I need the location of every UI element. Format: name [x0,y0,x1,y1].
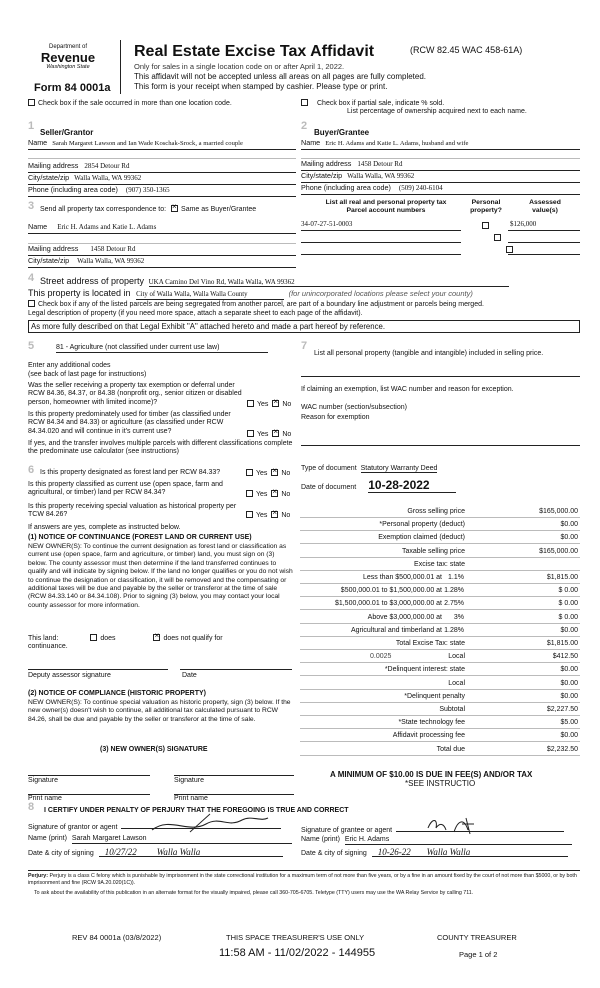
perjury-notice [28,870,580,887]
buyer-phone-label: Phone (including area code) [301,183,391,192]
perjury-text: Perjury is a class C felony which is punishable by imprisonment in the state correctional institution for a maximum term of not more than five years, or by a fine in an amount fixed by the court of not more than $5000, or by both imprisonment and fine (RCW 9A.20.020(1C)). [28,873,577,886]
fee-row [300,598,580,610]
current-use-yes-label: Yes [256,491,268,498]
street-address-label: Street address of property [40,276,145,286]
tax-address-value: 1458 Detour Rd [90,245,136,253]
fee-row [300,546,580,558]
seller-city-row [28,174,296,185]
partial-sale-note: List percentage of ownership acquired next to each name. [347,108,527,115]
timber-ag-no[interactable] [272,430,279,437]
fee-value[interactable]: $0.00 [560,732,578,740]
fee-value[interactable]: $412.50 [552,653,578,661]
buyer-name-value: Eric H. Adams and Katie L. Adams, husband and wife [325,140,469,147]
timber-ag-no-label: No [282,431,292,438]
fee-row [300,704,580,716]
forest-land-no[interactable] [271,469,278,476]
answers-note: If answers are yes, complete as instructed below. [28,524,181,531]
personal-header-2: property? [470,207,502,215]
fee-value[interactable]: $1,815.00 [546,574,578,581]
same-as-buyer-label: Same as Buyer/Grantee [181,206,257,213]
street-address-value: UKA Camino Del Vino Rd, Walla Walla, WA 99362 [149,278,509,287]
treasurer-stamp: 11:58 AM - 11/02/2022 - 144955 [219,947,376,959]
form-title: Real Estate Excise Tax Affidavit [134,43,375,60]
fee-label: *Delinquent interest: state [384,666,465,674]
grantor-date-value: 10/27/22 [104,847,137,857]
multi-location-checkbox[interactable] [28,99,35,106]
fee-value[interactable]: $ 0.00 [558,587,578,595]
fee-rate: 1.28% [444,587,464,595]
see-instructions-note: *SEE INSTRUCTIO [405,779,476,788]
parcel-row-3 [301,244,461,255]
tax-name-row [28,223,296,234]
fee-label: *Personal property (deduct) [379,521,465,529]
fee-label: Affidavit processing fee [392,732,465,740]
parcel-row-1 [301,220,461,231]
fee-label: Above $3,000,000.00 at [367,613,442,621]
section-1-number: 1 [28,120,35,132]
fee-row [300,506,580,518]
fee-row [300,585,580,597]
forest-land-answer[interactable] [246,469,290,478]
current-use-no[interactable] [271,490,278,497]
fee-label: Gross selling price [407,508,465,515]
fee-label: Subtotal [439,706,465,713]
buyer-address-value: 1458 Detour Rd [357,160,403,168]
legal-description-value: As more fully described on that Legal Exhibit "A" attached hereto and made a part hereof by reference. [31,322,386,331]
deputy-signature-line[interactable] [28,664,168,670]
grantee-signature-label: Signature of grantee or agent [301,827,393,834]
fee-rate: 2.75% [444,600,464,608]
form-revision: REV 84 0001a (03/8/2022) [72,933,162,942]
logo-revenue: Revenue [40,50,96,66]
seller-phone-label: Phone (including area code) [28,185,118,194]
legal-description-note: Legal description of property (if you need more space, attach a separate sheet to each page of the affidavit). [28,310,363,317]
seller-phone-row [28,186,296,197]
fee-row [300,651,580,663]
buyer-city-value: Walla Walla, WA 99362 [347,172,415,180]
seller-phone-value: (907) 350-1365 [125,186,170,194]
fee-value[interactable]: $1,815.00 [546,640,578,647]
personal-header-1: Personal [471,199,501,206]
exemption-reason-label: Reason for exemption [301,414,370,421]
fee-row [300,572,580,584]
fee-value[interactable]: $0.00 [560,679,578,687]
tax-name-line2 [28,236,296,244]
fee-row [300,678,580,690]
owner-signature-line-1[interactable] [28,770,150,776]
assessed-row-1 [508,220,580,231]
perjury-label: Perjury: [28,873,49,879]
fee-rate: 1.28% [444,626,464,634]
section-4-number: 4 [28,272,35,284]
buyer-address-label: Mailing address [301,159,352,168]
buyer-name-label: Name [301,138,321,147]
fee-label: *State technology fee [398,719,465,727]
seller-city-value: Walla Walla, WA 99362 [74,174,142,182]
grantee-date-city[interactable] [372,847,568,857]
section-8-number: 8 [28,801,35,813]
current-use-no-label: No [281,491,291,498]
fee-row [300,532,580,544]
buyer-phone-value: (509) 240-6104 [398,184,443,192]
segregation-label: Check box if any of the listed parcels are being segregated from another parcel, are part of a boundary line adjustment or parcels being merged. [38,301,484,308]
document-date-row [301,478,456,493]
grantor-name-value[interactable]: Sarah Margaret Lawson [72,835,292,844]
header-sub1: Only for sales in a single location code on or after April 1, 2022. [134,62,345,71]
seller-exemption-yes[interactable] [247,400,254,407]
section-7-number: 7 [301,340,308,352]
personal-checkbox-2[interactable] [494,234,501,241]
seller-name-row [28,139,296,150]
grantor-signature-scribble [150,812,270,836]
section-6-number: 6 [28,464,35,476]
fee-row [300,625,580,637]
document-date-value[interactable]: 10-28-2022 [368,478,456,493]
parcel-header-1: List all real and personal property tax [325,199,447,206]
fee-value[interactable]: $0.00 [560,692,578,700]
does-qualify-checkbox[interactable] [90,634,97,641]
deputy-date-line[interactable] [180,664,292,670]
fee-label: Local [448,679,465,687]
seller-address-row [28,162,296,173]
fee-value[interactable]: $ 0.00 [558,600,578,608]
this-land-row [28,634,223,643]
notice-compliance-body: NEW OWNER(S): To continue special valuation as historic property, sign (3) below. If the new owner(s) doesn't wish to continue, all additional tax calculated pursuant to RCW 84.26, shall be due and payable by the seller or transferor at the time of sale. [28,699,291,723]
personal-property-label: List all personal property (tangible and intangible) included in selling price. [314,350,544,357]
multi-location-check[interactable] [28,99,232,108]
deputy-signature-label: Deputy assessor signature [28,672,111,679]
does-not-qualify-label: does not qualify for [163,635,223,642]
owner-print-label-1: Print name [28,795,62,802]
buyer-address-row [301,160,580,171]
notice-continuance-title: (1) NOTICE OF CONTINUANCE (FOREST LAND OR CURRENT USE) [28,534,252,541]
parcel-number-value: 34-07-27-51-0003 [301,220,353,228]
segregation-row [28,300,484,309]
fee-value[interactable]: $2,227.50 [546,706,578,713]
grantor-name-label: Name (print) [28,835,67,842]
partial-sale-checkbox[interactable] [301,99,308,106]
header-sub3 [134,82,387,92]
header-sub2: This affidavit will not be accepted unless all areas on all pages are fully completed. [134,72,427,81]
buyer-phone-row [301,184,580,195]
multi-location-label: Check box if the sale occurred in more than one location code. [38,100,232,107]
located-label: This property is located in [28,288,131,298]
owner-signature-label-1: Signature [28,777,58,784]
seller-exemption-question: Was the seller receiving a property tax exemption or deferral under RCW 84.36, 84.37, or 84.38 (nonprofit org., senior citizen or disabled person, homeowner with limited income)? [28,382,242,406]
this-land-label: This land: [28,635,59,642]
seller-name-value: Sarah Margaret Lawson and Ian Wade Koschak-Srock, a married couple [52,140,243,147]
additional-codes-note: (see back of last page for instructions) [28,371,147,378]
fee-label: $1,500,000.01 to $3,000,000.00 at [334,600,442,608]
street-address-row [40,276,509,287]
fee-row [300,664,580,676]
fee-row [300,717,580,729]
seller-name-label: Name [28,138,48,147]
historic-yes[interactable] [246,511,253,518]
minimum-fee-notice: A MINIMUM OF $10.00 IS DUE IN FEE(S) AND/OR TAX [330,770,533,779]
section-2-number: 2 [301,120,308,132]
notice-compliance-title: (2) NOTICE OF COMPLIANCE (HISTORIC PROPERTY) [28,690,206,697]
wac-number-label: WAC number (section/subsection) [301,404,407,411]
partial-sale-label: Check box if partial sale, indicate % sold. [317,100,445,107]
forest-land-no-label: No [281,470,291,477]
notice-continuance-body: NEW OWNER(S): To continue the current designation as forest land or classification as current use (open space, farm and agriculture, or timber) land, you must sign on (3) below. The county assessor must then determine if the land transferred continues to qualify and will indicate by signing below. If the land no longer qualifies or you do not wish to continue the designation or classification, it will be removed and the compensating or additional taxes will be due and payable by the seller or transferor at the time of sale (RCW 84.33.140 or 84.34.108). Prior to signing (3) below, you may contact your local county assessor for more information. [28,543,293,609]
fee-value[interactable]: $0.00 [560,626,578,634]
fee-value[interactable]: $2,232.50 [546,745,578,753]
grantee-date-row [301,847,568,858]
logo-dept-line: Department of [48,44,88,50]
header-divider [120,40,121,94]
seller-address-value: 2854 Detour Rd [84,162,130,170]
timber-ag-question: Is this property predominately used for timber (as classified under RCW 84.34 and 84.33) or agriculture (as classified under RCW 84.34.020 and will continue in it's current use? [28,411,231,435]
fee-value[interactable]: $0.00 [560,666,578,674]
fee-row [300,519,580,531]
assessed-header-2: value(s) [532,207,558,215]
accessibility-note: To ask about the availability of this publication in an alternate format for the visually impaired, please call 360-705-6705. Teletype (TTY) users may use the WA Relay Service by calling 711. [34,890,474,896]
fee-value[interactable]: $165,000.00 [539,508,578,515]
fee-row [300,691,580,703]
timber-ag-answer[interactable] [247,430,291,439]
grantee-city-value: Walla Walla [426,847,471,857]
current-use-answer[interactable] [246,490,290,499]
parcel-row-2 [301,232,461,243]
forest-land-yes[interactable] [246,469,253,476]
buyer-city-label: City/state/zip [301,171,343,180]
timber-ag-yes[interactable] [247,430,254,437]
grantee-signature-scribble [424,814,494,836]
personal-checkbox-1[interactable] [482,222,489,229]
header-sub3-text: This form is your receipt when stamped by cashier. Please type or print. [134,82,388,91]
certify-statement: I CERTIFY UNDER PENALTY OF PERJURY THAT THE FOREGOING IS TRUE AND CORRECT [44,807,349,814]
fee-value[interactable]: $0.00 [560,534,578,542]
grantee-name-value[interactable]: Eric H. Adams [345,836,572,845]
fee-label: Exemption claimed (deduct) [378,534,465,542]
seller-city-label: City/state/zip [28,173,70,182]
county-treasurer-label: COUNTY TREASURER [437,933,517,942]
current-use-question: Is this property classified as current use (open space, farm and agricultural, or timber) land per RCW 84.34? [28,481,223,497]
fee-row [300,744,580,756]
fee-label: Local [448,653,465,661]
current-use-yes[interactable] [246,490,253,497]
local-rate: 0.0025 [370,653,392,661]
seller-exemption-answer[interactable] [247,400,291,409]
assessed-value: $126,000 [510,220,537,228]
exemption-claim-label: If claiming an exemption, list WAC number and reason for exception. [301,386,514,393]
grantor-date-city[interactable] [99,847,283,857]
grantor-signature-label: Signature of grantor or agent [28,824,118,831]
legal-description-box [28,320,580,333]
fee-label: Agricultural and timberland at [350,626,442,634]
historic-question: Is this property receiving special valuation as historical property per TCW 84.26? [28,503,237,519]
tax-address-row [28,245,296,256]
assessed-row-2 [508,232,580,243]
fee-row [300,612,580,624]
document-date-label: Date of document [301,484,357,491]
grantee-name-row [301,836,572,845]
tax-name-label: Name [28,222,48,231]
owner-signature-label-2: Signature [174,777,204,784]
fee-row [300,638,580,650]
tax-correspondence-label: Send all property tax correspondence to: [40,206,167,213]
tax-correspondence-row [40,205,256,214]
same-as-buyer-checkbox[interactable] [171,205,178,212]
owner-print-label-2: Print name [174,795,208,802]
assessed-header [510,199,580,215]
forest-land-question: Is this property designated as forest land per RCW 84.33? [40,469,221,476]
parcel-header [306,199,466,215]
personal-header [466,199,506,215]
additional-codes-label: Enter any additional codes [28,362,111,369]
land-use-value[interactable]: 81 - Agriculture (not classified under current use law) [56,344,268,353]
form-number: Form 84 0001a [34,82,111,94]
buyer-name-line2 [301,151,580,159]
does-not-qualify-checkbox[interactable] [153,634,160,641]
document-type-label: Type of document [301,465,357,472]
buyer-heading: Buyer/Grantee [314,128,370,137]
seller-name-line2 [28,151,296,159]
grantor-name-row [28,835,292,844]
grantee-date-label: Date & city of signing [301,850,367,857]
historic-no-label: No [281,512,291,519]
section-5-number: 5 [28,340,35,352]
page-number: Page 1 of 2 [459,950,498,959]
section-3-number: 3 [28,200,35,212]
seller-exemption-no-label: No [282,401,292,408]
fee-label: Total due [436,745,465,753]
form-rcw: (RCW 82.45 WAC 458-61A) [410,45,523,55]
owner-signature-line-2[interactable] [174,770,294,776]
new-owner-signature-title: (3) NEW OWNER(S) SIGNATURE [100,746,208,753]
tax-city-row [28,257,296,268]
logo-state: Washington State [46,64,90,71]
located-row [28,288,473,300]
tax-city-value: Walla Walla, WA 99362 [77,257,145,265]
personal-property-line[interactable] [301,371,580,377]
fee-rate: 1.1% [448,574,464,581]
grantor-date-label: Date & city of signing [28,850,94,857]
treasurer-use-label: THIS SPACE TREASURER'S USE ONLY [226,933,365,942]
historic-yes-label: Yes [256,512,268,519]
fee-label: Taxable selling price [401,547,465,555]
buyer-city-row [301,172,580,183]
fee-label: Less than $500,000.01 at [362,574,442,581]
fee-value[interactable]: $0.00 [560,521,578,529]
grantor-date-row [28,847,283,858]
historic-answer[interactable] [246,511,290,520]
predominate-use-note: If yes, and the transfer involves multiple parcels with different classifications complete the predominate use calculator (see instructions) [28,440,293,456]
document-type-row [301,465,437,473]
grantee-date-value: 10-26-22 [377,847,411,857]
fee-row [300,559,580,571]
parcel-header-2: Parcel account numbers [346,207,426,215]
timber-ag-yes-label: Yes [257,431,269,438]
fee-rate: 3% [453,613,464,621]
deputy-date-label: Date [182,672,197,679]
located-value[interactable]: City of Walla Walla, Walla Walla County [136,291,284,300]
segregation-checkbox[interactable] [28,300,35,307]
seller-exemption-yes-label: Yes [257,401,269,408]
fee-label: $500,000.01 to $1,500,000.00 at [340,587,442,595]
dor-logo [28,44,108,71]
continuance-label: continuance. [28,643,68,650]
historic-no[interactable] [271,511,278,518]
fee-value[interactable]: $ 0.00 [558,613,578,621]
assessed-header-1: Assessed [529,199,561,206]
assessed-row-3 [508,244,580,255]
partial-sale-check[interactable] [301,99,444,108]
seller-heading: Seller/Grantor [40,128,94,137]
fee-row [300,730,580,742]
exemption-reason-line[interactable] [301,440,580,446]
seller-address-label: Mailing address [28,161,79,170]
grantee-name-label: Name (print) [301,836,340,843]
seller-exemption-no[interactable] [272,400,279,407]
tax-name-value: Eric H. Adams and Katie L. Adams [57,223,157,231]
fee-value[interactable]: $165,000.00 [539,547,578,555]
located-note: (for unincorporated locations please select your county) [288,289,473,298]
buyer-name-row [301,139,580,150]
tax-address-label: Mailing address [28,244,79,253]
tax-city-label: City/state/zip [28,256,70,265]
grantor-city-value: Walla Walla [156,847,201,857]
document-type-value[interactable]: Statutory Warranty Deed [360,465,438,472]
does-qualify-label: does [100,635,116,642]
fee-label: Excise tax: state [414,560,465,568]
fee-label: *Delinquent penalty [404,692,465,700]
fee-value[interactable]: $5.00 [560,719,578,727]
fee-label: Total Excise Tax: state [395,640,465,647]
forest-land-yes-label: Yes [256,470,268,477]
